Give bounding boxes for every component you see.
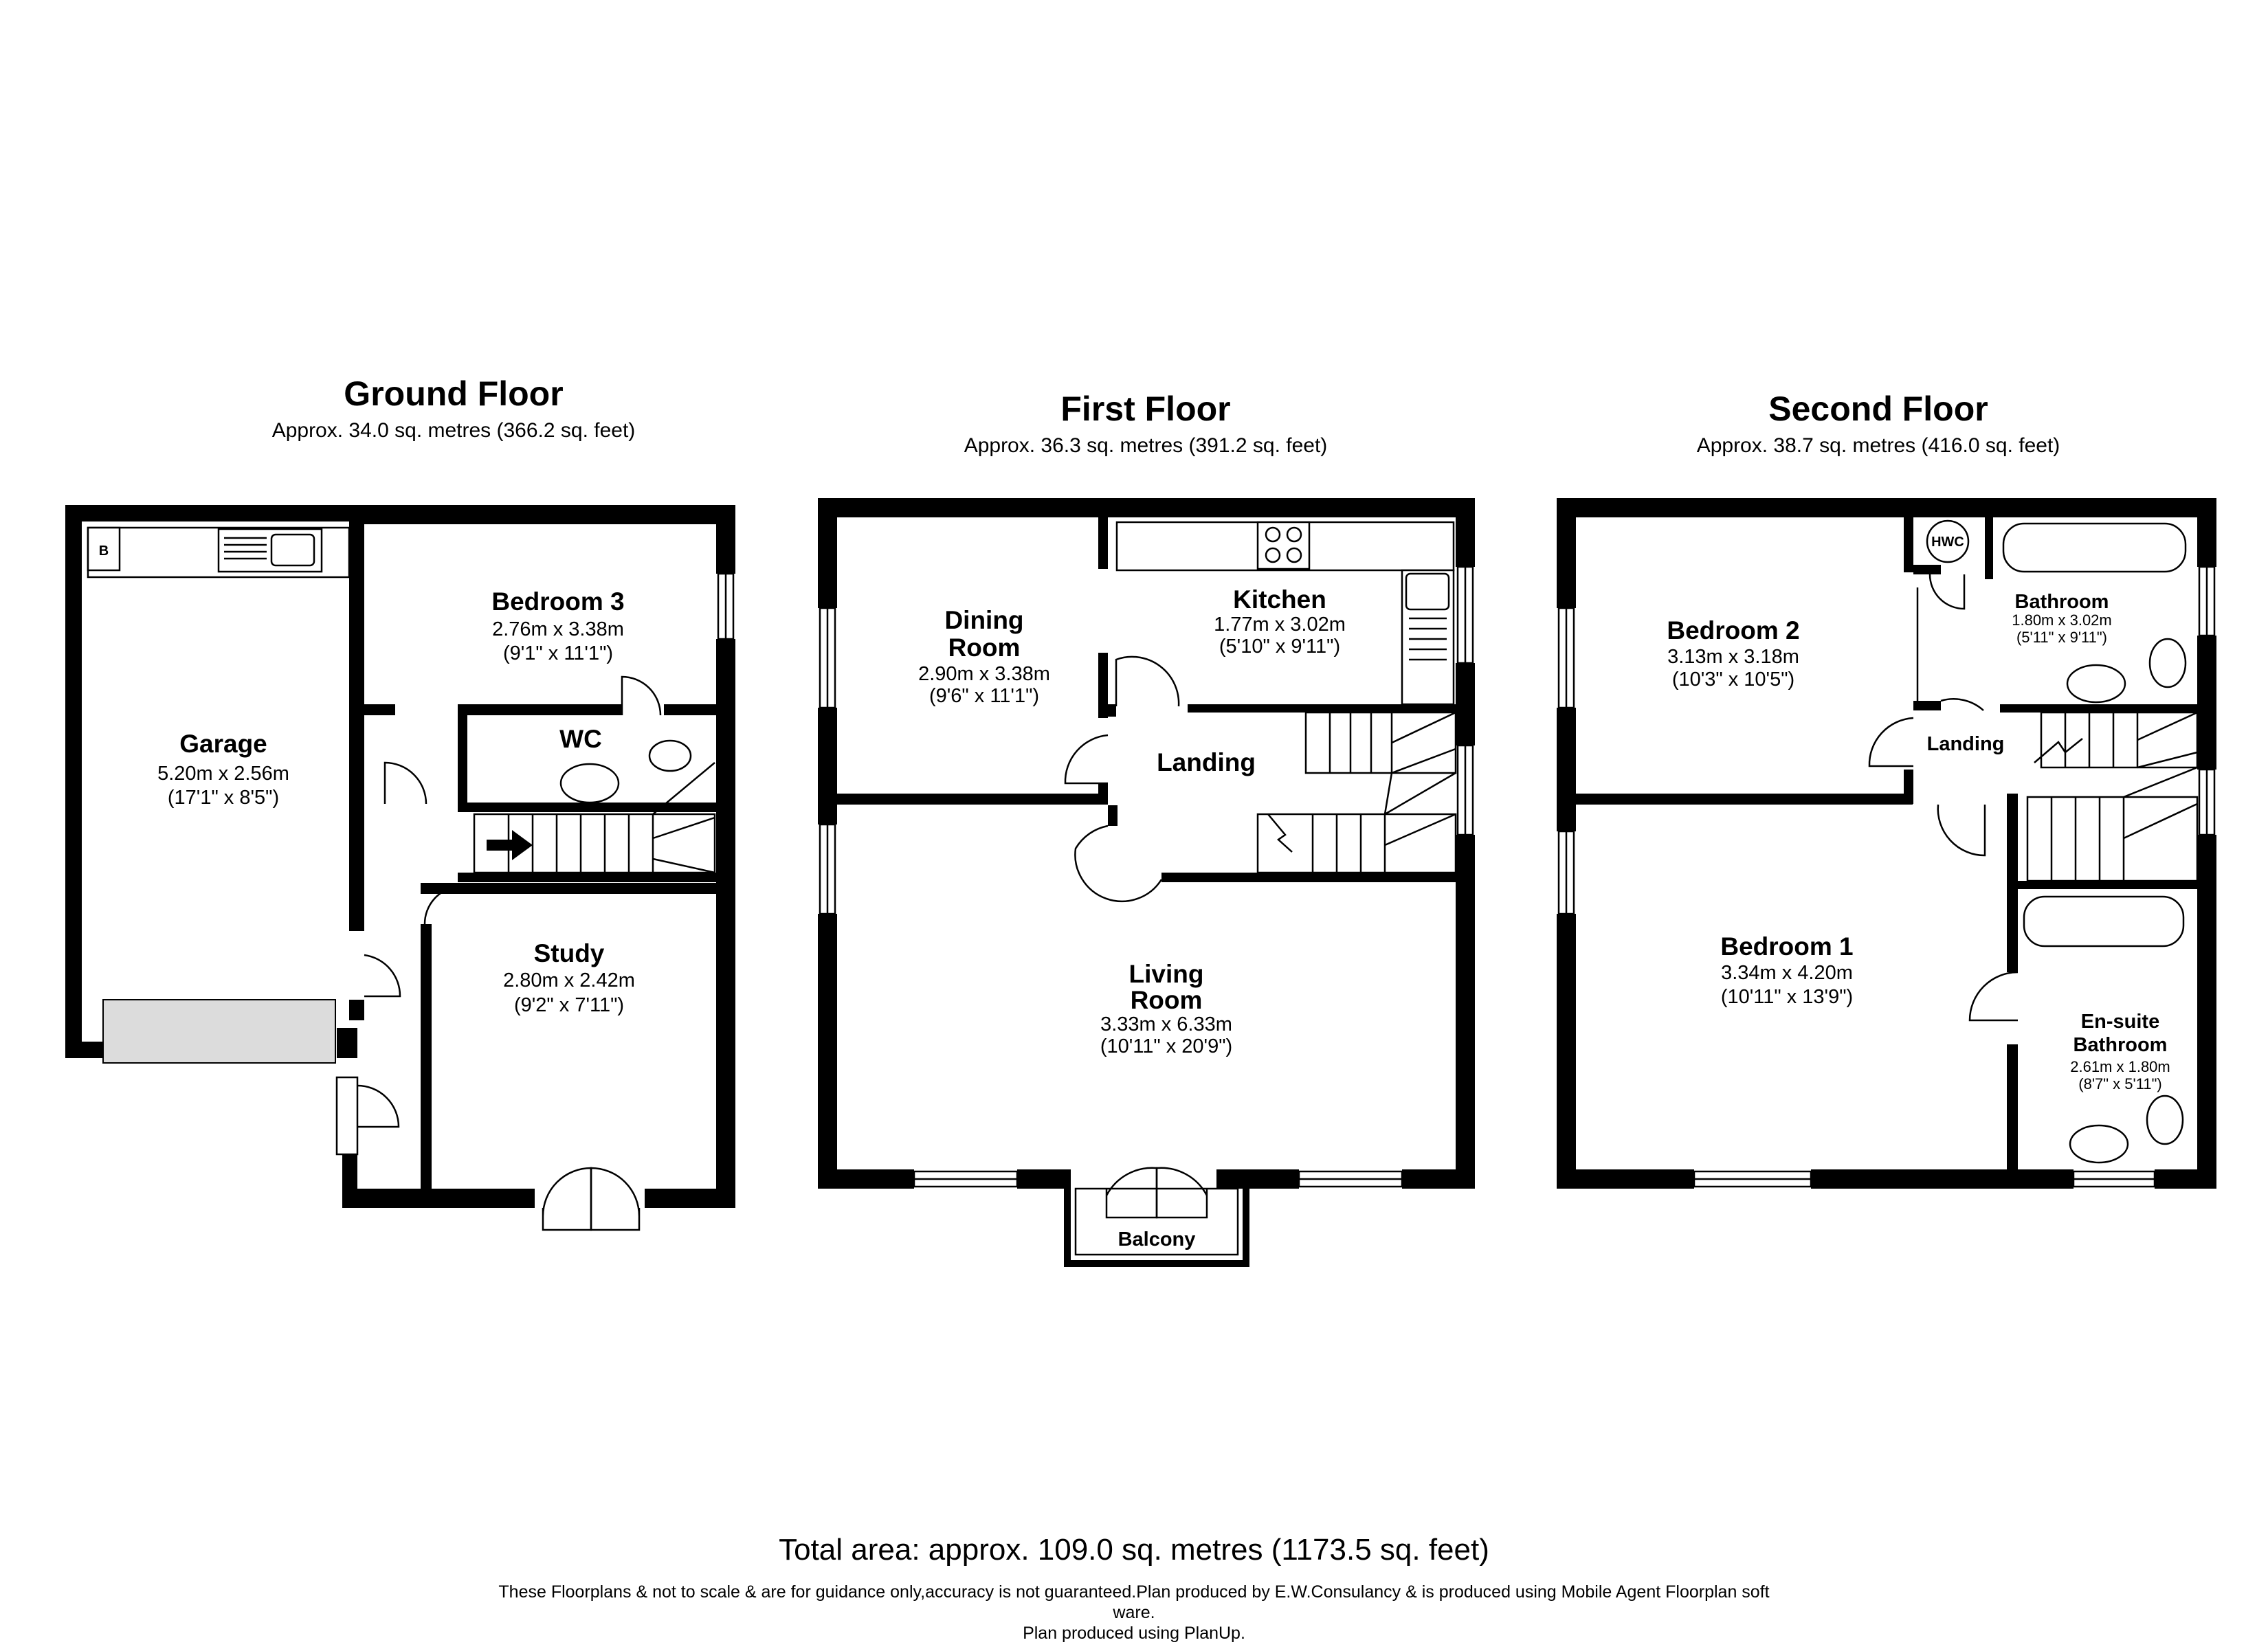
second-floor-title: Second Floor bbox=[1768, 390, 1988, 428]
bedroom3-name: Bedroom 3 bbox=[491, 587, 625, 616]
living-door bbox=[1075, 826, 1161, 901]
balcony-name: Balcony bbox=[1118, 1229, 1196, 1250]
second-floor-stairs bbox=[2027, 713, 2197, 881]
ground-floor-area: Approx. 34.0 sq. metres (366.2 sq. feet) bbox=[271, 419, 636, 442]
bath-icon bbox=[2003, 524, 2186, 572]
front-door-frame bbox=[337, 1077, 357, 1154]
first-floor-plan bbox=[818, 390, 1475, 1267]
dining-metric: 2.90m x 3.38m bbox=[918, 663, 1050, 685]
bathroom-basin-icon bbox=[2067, 665, 2125, 702]
disclaimer-line-3: Plan produced using PlanUp. bbox=[1023, 1624, 1245, 1643]
garage-door-swing bbox=[385, 763, 426, 804]
living-imperial: (10'11" x 20'9") bbox=[1100, 1035, 1233, 1057]
kitchen-imperial: (5'10" x 9'11") bbox=[1219, 636, 1341, 658]
garage-door bbox=[103, 1000, 335, 1063]
ensuite-door bbox=[1970, 972, 2018, 1020]
ensuite-imperial: (8'7" x 5'11") bbox=[2078, 1075, 2162, 1092]
stair-direction-arrow-icon bbox=[487, 830, 533, 860]
first-floor-area: Approx. 36.3 sq. metres (391.2 sq. feet) bbox=[964, 434, 1328, 457]
balcony-door-left bbox=[1107, 1168, 1157, 1218]
bathroom-imperial: (5'11" x 9'11") bbox=[2016, 629, 2108, 646]
study-name: Study bbox=[533, 939, 605, 967]
kitchen-name: Kitchen bbox=[1233, 585, 1326, 614]
bathroom-toilet-icon bbox=[2150, 639, 2186, 687]
dining-door bbox=[1065, 735, 1108, 783]
kitchen-door bbox=[1116, 657, 1179, 706]
front-door bbox=[357, 1086, 399, 1127]
bedroom1-name: Bedroom 1 bbox=[1720, 932, 1854, 961]
bedroom1-metric: 3.34m x 4.20m bbox=[1721, 962, 1853, 984]
ensuite-name-2: Bathroom bbox=[2073, 1034, 2168, 1056]
first-floor-title: First Floor bbox=[1060, 390, 1231, 428]
ensuite-basin-icon bbox=[2070, 1125, 2128, 1163]
kitchen-metric: 1.77m x 3.02m bbox=[1214, 614, 1346, 636]
stair-arrow-icon bbox=[1268, 814, 1292, 852]
dining-imperial: (9'6" x 11'1") bbox=[929, 685, 1040, 707]
study-metric: 2.80m x 2.42m bbox=[503, 969, 635, 991]
ground-floor-title: Ground Floor bbox=[344, 374, 564, 413]
bathroom-name: Bathroom bbox=[2014, 591, 2109, 613]
ensuite-toilet-icon bbox=[2147, 1096, 2183, 1144]
disclaimer-line-1: These Floorplans & not to scale & are for guidance only,accuracy is not guaranteed.Plan produced by E.W.Consulancy & is produced using Mobile Agent Floorplan soft bbox=[498, 1582, 1770, 1602]
bathroom-metric: 1.80m x 3.02m bbox=[2012, 612, 2112, 629]
living-metric: 3.33m x 6.33m bbox=[1100, 1013, 1232, 1035]
ensuite-bath-icon bbox=[2024, 897, 2183, 946]
disclaimer-line-2: ware. bbox=[1113, 1603, 1155, 1622]
boiler-label: B bbox=[98, 543, 109, 559]
bedroom2-name: Bedroom 2 bbox=[1667, 616, 1800, 644]
second-floor-area: Approx. 38.7 sq. metres (416.0 sq. feet) bbox=[1696, 434, 2060, 457]
hwc-door bbox=[1930, 574, 1964, 609]
second-floor-plan bbox=[1557, 390, 2216, 1189]
bedroom3-metric: 2.76m x 3.38m bbox=[492, 618, 624, 640]
bedroom1-door bbox=[1938, 805, 1985, 855]
wc-basin-icon bbox=[561, 764, 619, 803]
bedroom2-imperial: (10'3" x 10'5") bbox=[1671, 669, 1795, 691]
study-french-door-left bbox=[543, 1168, 591, 1230]
first-landing-name: Landing bbox=[1157, 748, 1256, 776]
bedroom1-imperial: (10'11" x 13'9") bbox=[1720, 986, 1854, 1008]
bedroom2-door bbox=[1869, 718, 1913, 766]
wc-name: WC bbox=[559, 725, 602, 753]
study-french-door-right bbox=[591, 1168, 639, 1230]
dining-name-2: Room bbox=[948, 633, 1021, 662]
bedroom3-imperial: (9'1" x 11'1") bbox=[502, 642, 614, 664]
ensuite-name: En-suite bbox=[2080, 1011, 2160, 1033]
hob bbox=[1258, 522, 1309, 569]
first-floor-walls bbox=[818, 498, 1475, 1189]
ensuite-metric: 2.61m x 1.80m bbox=[2070, 1058, 2170, 1075]
total-area: Total area: approx. 109.0 sq. metres (1173.5 sq. feet) bbox=[779, 1533, 1489, 1567]
bedroom3-door bbox=[622, 677, 660, 715]
landing-door bbox=[364, 955, 400, 996]
kitchen-sink-icon bbox=[1406, 574, 1449, 609]
hwc-label: HWC bbox=[1931, 535, 1964, 550]
study-imperial: (9'2" x 7'11") bbox=[513, 994, 625, 1016]
bedroom2-metric: 3.13m x 3.18m bbox=[1667, 646, 1799, 668]
second-landing-name: Landing bbox=[1926, 733, 2005, 755]
living-name: Living bbox=[1129, 960, 1204, 988]
sink-bowl-icon bbox=[271, 535, 314, 565]
living-name-2: Room bbox=[1130, 986, 1203, 1014]
ground-floor-plan bbox=[65, 374, 735, 1230]
garage-name: Garage bbox=[179, 730, 267, 758]
wc-toilet-icon bbox=[649, 741, 691, 771]
dining-name: Dining bbox=[944, 606, 1024, 634]
balcony-door-right bbox=[1157, 1168, 1207, 1218]
garage-metric: 5.20m x 2.56m bbox=[157, 763, 289, 785]
first-floor-stairs bbox=[1258, 713, 1456, 873]
garage-imperial: (17'1" x 8'5") bbox=[167, 787, 280, 809]
